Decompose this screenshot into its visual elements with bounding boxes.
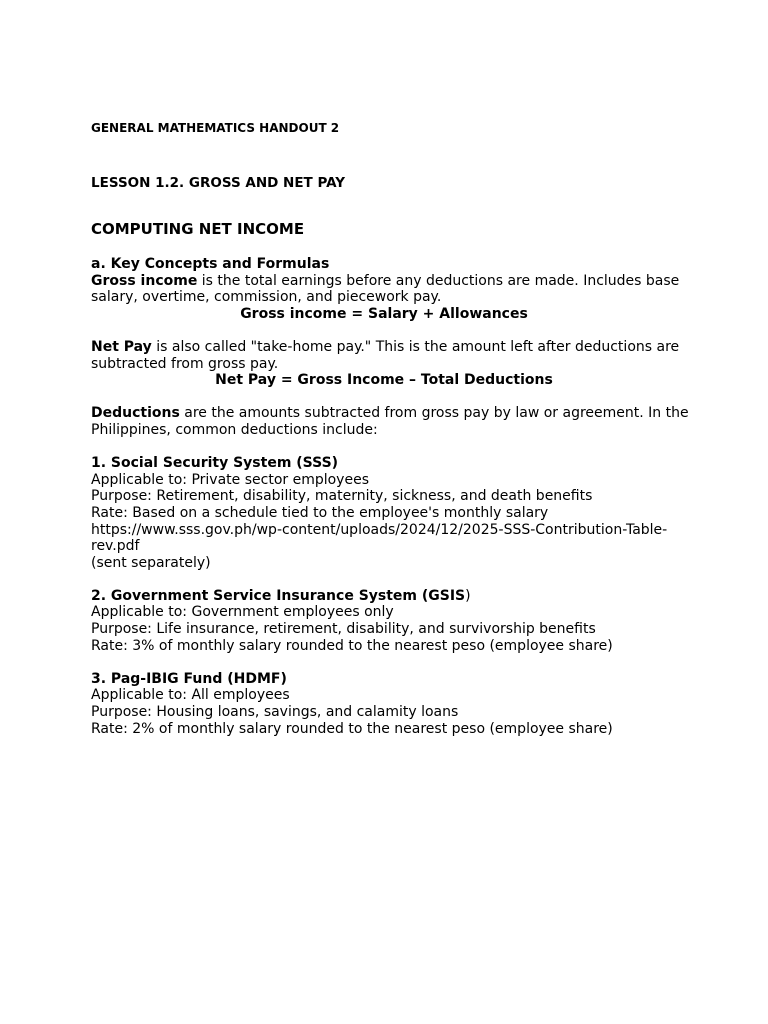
spacer [91,439,691,456]
gsis-applicable: Applicable to: Government employees only [91,604,394,621]
sss-rate: Rate: Based on a schedule tied to the employee's monthly salary [91,504,549,521]
net-pay-paragraph [91,339,691,372]
sss-contribution-table-link-continued[interactable]: rev.pdf [91,538,140,555]
sss-heading: 1. Social Security System (SSS) [91,455,339,472]
hdmf-rate: Rate: 2% of monthly salary rounded to the nearest peso (employee share) [91,720,613,737]
net-pay-definition: is also called "take-home pay." This is the amount left after deductions are subtracted from gross pay. [91,338,680,372]
deductions-term: Deductions [91,405,180,422]
net-pay-term: Net Pay [91,338,152,355]
gsis-purpose: Purpose: Life insurance, retirement, disability, and survivorship benefits [91,621,596,638]
spacer [91,322,691,339]
deductions-definition: are the amounts subtracted from gross pay by law or agreement. In the Philippines, common deductions include: [91,405,689,438]
spacer [91,389,691,406]
spacer [91,571,691,588]
spacer [91,654,691,671]
gsis-heading [91,588,691,605]
lesson-title: LESSON 1.2. GROSS AND NET PAY [91,175,346,191]
gross-income-term: Gross income [91,272,198,289]
hdmf-purpose: Purpose: Housing loans, savings, and calamity loans [91,704,459,721]
hdmf-applicable: Applicable to: All employees [91,687,290,704]
subsection-title: a. Key Concepts and Formulas [91,256,330,272]
gsis-heading-text: 2. Government Service Insurance System (GSIS [91,587,466,604]
document-body [91,256,691,737]
net-pay-formula: Net Pay = Gross Income – Total Deductions [215,372,553,389]
gross-income-formula: Gross income = Salary + Allowances [240,305,528,322]
gsis-rate: Rate: 3% of monthly salary rounded to the nearest peso (employee share) [91,637,613,654]
section-title: COMPUTING NET INCOME [91,220,305,238]
hdmf-heading: 3. Pag-IBIG Fund (HDMF) [91,670,287,687]
sss-purpose: Purpose: Retirement, disability, maternity, sickness, and death benefits [91,488,593,505]
sss-contribution-table-link[interactable]: https://www.sss.gov.ph/wp-content/uploads/2024/12/2025-SSS-Contribution-Table- [91,521,668,538]
sss-applicable: Applicable to: Private sector employees [91,471,369,488]
gsis-heading-tail: ) [465,587,471,604]
gross-income-paragraph [91,273,691,306]
gross-income-definition: is the total earnings before any deductions are made. Includes base salary, overtime, commission, and piecework pay. [91,272,680,306]
handout-title: GENERAL MATHEMATICS HANDOUT 2 [91,121,340,135]
deductions-paragraph [91,405,691,438]
sss-note: (sent separately) [91,554,211,571]
